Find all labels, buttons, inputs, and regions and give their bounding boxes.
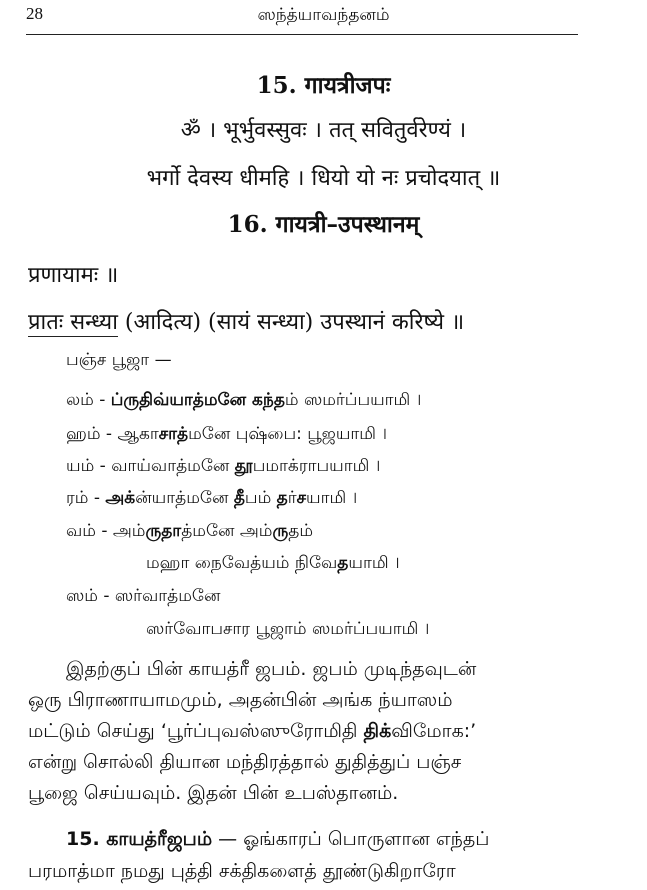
text-segment: தம் [288, 521, 314, 541]
text-segment: ரம் - [66, 488, 106, 508]
text-segment: லம் - [66, 390, 111, 410]
page-header [0, 0, 647, 38]
bold-segment: கந்த [252, 390, 285, 410]
puja-line-ram [66, 488, 357, 510]
gayatri-verse-line-1: ॐ । भूर्भुवस्सुवः । तत् सवितुर्वरेण्यं । [180, 118, 467, 143]
bold-segment: 15. காயத்ரீஜபம் [66, 828, 213, 850]
gayatri-verse-line-2: भर्गो देवस्य धीमहि । धियो यो नः प्रचोदयात् ॥ [146, 166, 501, 191]
text-segment: பமாக் [252, 456, 299, 476]
bold-segment: ப்ருதிவ்யாத்மனே [110, 390, 253, 410]
paragraph-1-line-1: இதற்குப் பின் காயத்ரீ ஜபம். ஜபம் முடிந்தவுடன் [66, 658, 477, 680]
text-segment: வம் - அம் [66, 521, 146, 541]
text-segment: மனே புஷ்பை: பூஜயாமி । [188, 424, 388, 444]
pancha-puja-heading: பஞ்ச பூஜா — [66, 350, 172, 370]
puja-line-vam-1 [66, 521, 313, 543]
text-segment: த்மனே அம் [181, 521, 273, 541]
bold-segment: த [276, 488, 288, 508]
pranayama-line: प्रणायामः ॥ [28, 263, 119, 288]
text-segment: — ஓங்காரப் பொருளான எந்தப் [212, 828, 490, 850]
puja-line-ham [66, 424, 387, 446]
text-segment: பம் [244, 488, 277, 508]
paragraph-1-line-3 [28, 720, 476, 745]
paragraph-1-line-2: ஒரு பிராணாயாமமும், அதன்பின் அங்க ந்யாஸம் [28, 689, 453, 711]
bold-segment: சாத் [158, 424, 189, 444]
section-16-title: 16. गायत्री–उपस्थानम् [227, 211, 420, 238]
sankalpa-rest: (आदित्य) (सायं सन्ध्या) उपस्थानं करिष्ये ॥ [117, 310, 465, 335]
puja-line-sam-2: ஸர்வோபசார பூஜாம் ஸமர்ப்பயாமி । [146, 619, 430, 639]
bold-segment: த [337, 553, 349, 573]
text-segment: ம் ஸமர்ப்பயாமி । [284, 390, 422, 410]
bold-segment: அக் [105, 488, 136, 508]
paragraph-2-line-2: பரமாத்மா நமது புத்தி சக்திகளைத் தூண்டுகிறாரோ [28, 860, 456, 882]
header-rule [26, 34, 578, 35]
text-segment: ன்யாத்மனே [135, 488, 234, 508]
puja-line-sam-1: ஸம் - ஸர்வாத்மனே [66, 586, 221, 606]
paragraph-2-line-1 [66, 828, 489, 853]
text-segment: ர் [287, 488, 297, 508]
page-number: 28 [26, 4, 43, 23]
paragraph-1-line-4: என்று சொல்லி தியான மந்திரத்தால் துதித்துப் பஞ்ச [28, 751, 462, 773]
text-segment: யாமி । [348, 553, 400, 573]
text-segment: மஹா நைவேத் [146, 553, 262, 573]
bold-segment: தூ [234, 456, 253, 476]
text-segment: யம் - வாய்வாத்மனே [66, 456, 235, 476]
running-title: ஸந்த்யாவந்தனம் [257, 5, 390, 25]
bold-segment: ருதா [145, 521, 182, 541]
bold-segment: தீ [233, 488, 245, 508]
bold-segment: ரு [272, 521, 289, 541]
text-segment: யம் நிவே [261, 553, 338, 573]
bold-segment: ச [296, 488, 307, 508]
sankalpa-line [28, 306, 464, 336]
sankalpa-underlined: प्रातः सन्ध्या [28, 310, 118, 335]
puja-line-vam-2 [146, 553, 400, 575]
text-segment: விமோக:’ [391, 720, 477, 742]
text-segment: மட்டும் செய்து ‘பூர்ப்புவஸ்ஸுரோமிதி [28, 720, 364, 742]
text-segment: ஹம் - ஆகா [66, 424, 159, 444]
puja-line-lam [66, 390, 421, 412]
puja-line-yam [66, 456, 380, 478]
paragraph-1-line-5: பூஜை செய்யவும். இதன் பின் உபஸ்தானம். [28, 782, 399, 804]
text-segment: யாமி । [306, 488, 358, 508]
text-segment: ராபயாமி । [298, 456, 381, 476]
section-15-title: 15. गायत्रीजपः [256, 72, 391, 99]
bold-segment: திக் [363, 720, 392, 742]
